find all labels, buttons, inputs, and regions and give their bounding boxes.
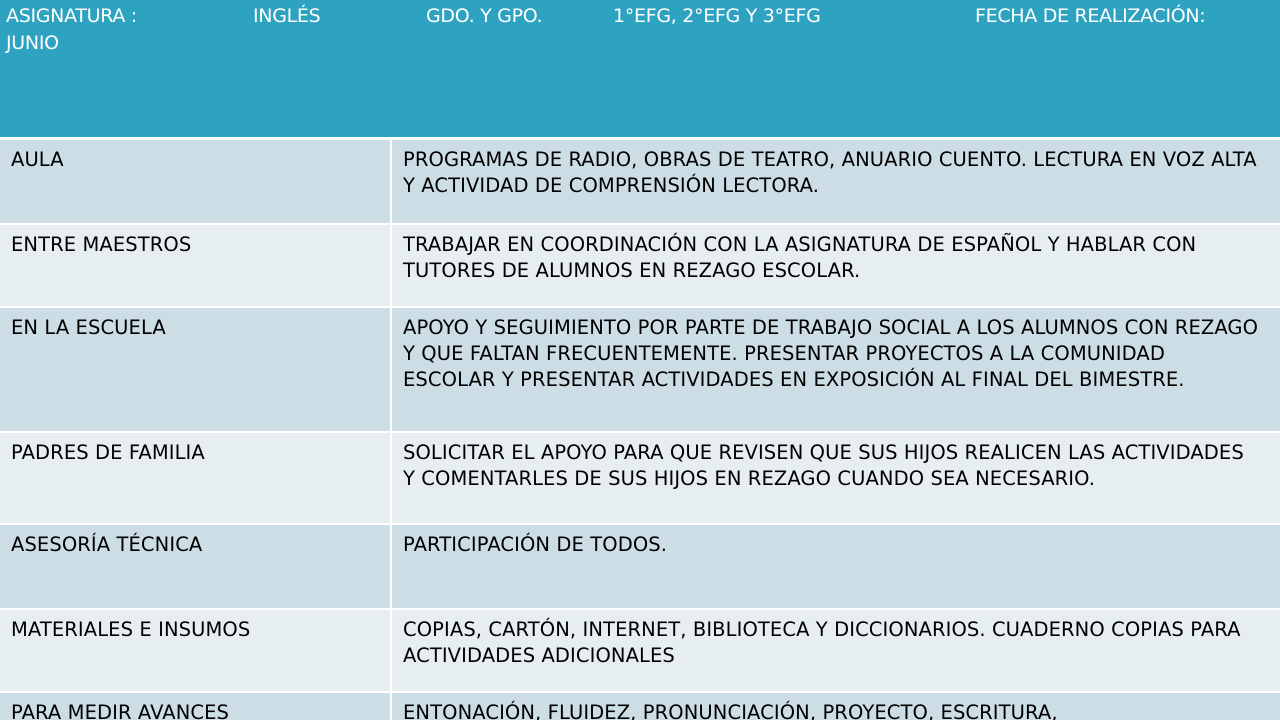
- table-row: [0, 433, 1280, 525]
- row-label: PARA MEDIR AVANCES: [0, 693, 392, 720]
- header-line: [6, 4, 1280, 31]
- table-row: [0, 140, 1280, 225]
- row-text: COPIAS, CARTÓN, INTERNET, BIBLIOTECA Y DICCIONARIOS. CUADERNO COPIAS PARA ACTIVIDADES ADICIONALES: [403, 618, 1241, 667]
- asignatura-label: ASIGNATURA :: [6, 5, 137, 27]
- fecha-value: JUNIO: [6, 32, 59, 54]
- row-label: ASESORÍA TÉCNICA: [0, 525, 392, 608]
- row-label: AULA: [0, 140, 392, 223]
- row-label: ENTRE MAESTROS: [0, 225, 392, 306]
- row-text: PROGRAMAS DE RADIO, OBRAS DE TEATRO, ANUARIO CUENTO. LECTURA EN VOZ ALTA Y ACTIVIDAD DE COMPRENSIÓN LECTORA.: [403, 148, 1257, 197]
- row-label: PADRES DE FAMILIA: [0, 433, 392, 523]
- table-header: [0, 0, 1280, 140]
- row-text: ENTONACIÓN, FLUIDEZ, PRONUNCIACIÓN, PROYECTO, ESCRITURA,: [403, 701, 1058, 720]
- table-row: [0, 610, 1280, 693]
- table-row: [0, 693, 1280, 720]
- row-text: PARTICIPACIÓN DE TODOS.: [403, 533, 668, 556]
- grado-label: GDO. Y GPO.: [426, 5, 543, 27]
- row-label: EN LA ESCUELA: [0, 308, 392, 431]
- asignatura-value: INGLÉS: [253, 5, 321, 27]
- row-text: APOYO Y SEGUIMIENTO POR PARTE DE TRABAJO SOCIAL A LOS ALUMNOS CON REZAGO Y QUE FALTAN FRECUENTEMENTE. PRESENTAR PROYECTOS A LA COMUNIDAD ESCOLAR Y PRESENTAR ACTIVIDADES EN EXPOSICIÓN AL FINAL DEL BIMESTRE.: [403, 316, 1259, 391]
- row-text: TRABAJAR EN COORDINACIÓN CON LA ASIGNATURA DE ESPAÑOL Y HABLAR CON TUTORES DE ALUMNOS EN REZAGO ESCOLAR.: [403, 233, 1197, 282]
- row-text: SOLICITAR EL APOYO PARA QUE REVISEN QUE SUS HIJOS REALICEN LAS ACTIVIDADES Y COMENTARLES DE SUS HIJOS EN REZAGO CUANDO SEA NECESARIO.: [403, 441, 1244, 490]
- row-label: MATERIALES E INSUMOS: [0, 610, 392, 691]
- table-row: [0, 525, 1280, 610]
- table-row: [0, 308, 1280, 433]
- grado-value: 1°EFG, 2°EFG Y 3°EFG: [613, 5, 821, 27]
- table-row: [0, 225, 1280, 308]
- fecha-label: FECHA DE REALIZACIÓN:: [975, 5, 1206, 27]
